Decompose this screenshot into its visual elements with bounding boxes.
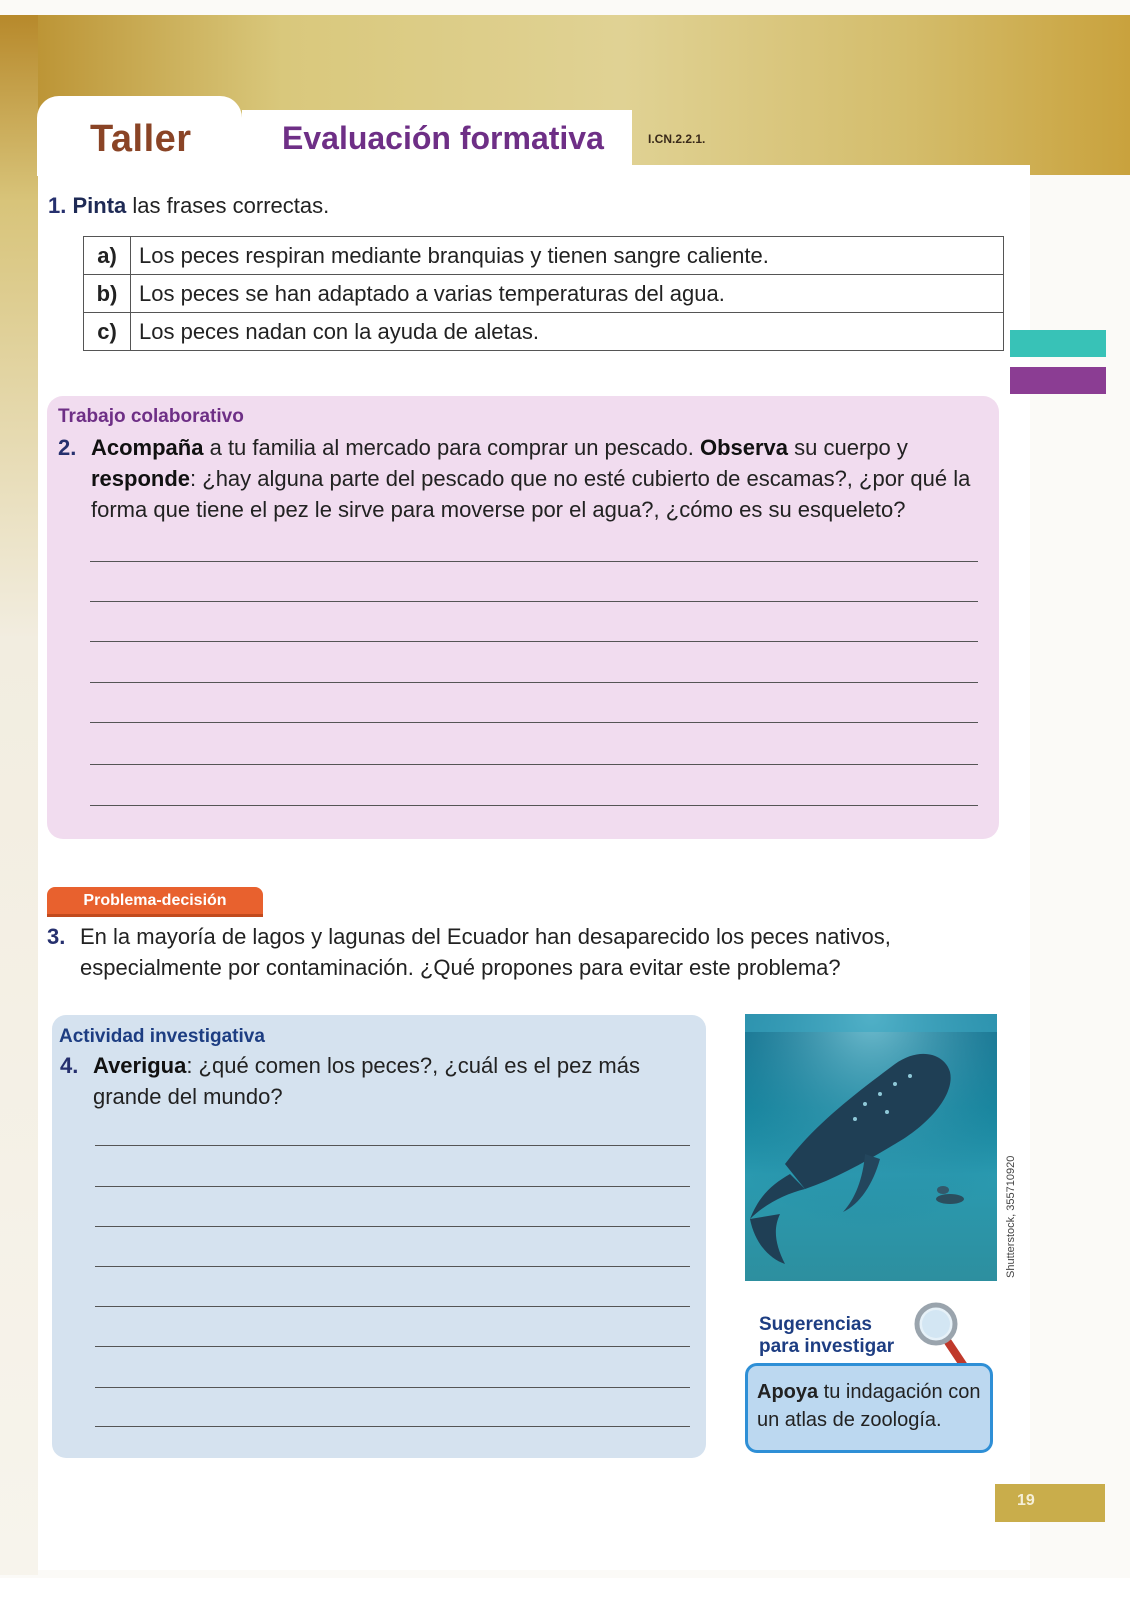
question-1 xyxy=(48,193,329,219)
question-4-verb: Averigua xyxy=(93,1053,187,1078)
side-tab-teal xyxy=(1010,330,1106,357)
question-2-verb-2: Observa xyxy=(699,435,789,460)
answer-line[interactable] xyxy=(90,805,978,806)
collaborative-label: Trabajo colaborativo xyxy=(58,406,244,427)
problem-decision-badge: Problema-decisión xyxy=(47,887,263,915)
question-3-number: 3. xyxy=(47,924,66,949)
question-2-text-1: a tu familia al mercado para comprar un pescado. xyxy=(203,435,700,460)
table-row[interactable] xyxy=(84,237,1004,275)
question-1-text: las frases correctas. xyxy=(126,193,330,218)
badge-underline xyxy=(47,914,263,917)
side-tab-purple xyxy=(1010,367,1106,394)
bottom-margin xyxy=(0,1578,1130,1600)
question-2-number: 2. xyxy=(58,435,77,460)
answer-line[interactable] xyxy=(95,1426,690,1427)
table-row[interactable] xyxy=(84,275,1004,313)
answer-line[interactable] xyxy=(90,682,978,683)
answer-line[interactable] xyxy=(95,1266,690,1267)
row-statement[interactable]: Los peces se han adaptado a varias temperaturas del agua. xyxy=(131,275,1004,313)
answer-line[interactable] xyxy=(90,722,978,723)
question-1-verb: Pinta xyxy=(72,193,127,218)
table-row[interactable] xyxy=(84,313,1004,351)
suggestions-verb: Apoya xyxy=(757,1381,819,1403)
row-statement[interactable]: Los peces respiran mediante branquias y tienen sangre caliente. xyxy=(131,237,1004,275)
suggestions-title-line-2: para investigar xyxy=(759,1336,895,1357)
question-4-text: : ¿qué comen los peces?, ¿cuál es el pez más grande del mundo? xyxy=(93,1053,640,1109)
answer-line[interactable] xyxy=(90,641,978,642)
photo-credit: Shutterstock, 355710920 xyxy=(1005,1155,1017,1278)
row-letter: b) xyxy=(84,275,131,313)
suggestions-title xyxy=(759,1314,894,1358)
answer-line[interactable] xyxy=(95,1186,690,1187)
question-1-number: 1. xyxy=(48,193,67,218)
page-number-box xyxy=(995,1484,1105,1522)
answer-line[interactable] xyxy=(95,1145,690,1146)
answer-line[interactable] xyxy=(95,1387,690,1388)
section-title-taller: Taller xyxy=(90,118,192,160)
answer-line[interactable] xyxy=(90,764,978,765)
page-title: Evaluación formativa xyxy=(282,120,604,156)
question-3-text: En la mayoría de lagos y lagunas del Ecuador han desaparecido los peces nativos, especialmente por contaminación. ¿Qué propones para evitar este problema? xyxy=(80,924,891,980)
question-3 xyxy=(47,921,980,983)
answer-line[interactable] xyxy=(90,601,978,602)
question-2-verb-1: Acompaña xyxy=(91,435,204,460)
investigative-label: Actividad investigativa xyxy=(59,1026,265,1047)
whale-shark-photo xyxy=(745,1014,997,1281)
statements-table xyxy=(83,236,1004,351)
curriculum-code: I.CN.2.2.1. xyxy=(648,132,706,146)
answer-line[interactable] xyxy=(95,1346,690,1347)
answer-line[interactable] xyxy=(95,1306,690,1307)
question-4-number: 4. xyxy=(60,1053,79,1078)
row-letter: c) xyxy=(84,313,131,351)
page-number: 19 xyxy=(1017,1492,1035,1509)
suggestions-rest: tu indagación con un atlas de zoología. xyxy=(757,1381,981,1431)
row-statement[interactable]: Los peces nadan con la ayuda de aletas. xyxy=(131,313,1004,351)
answer-line[interactable] xyxy=(95,1226,690,1227)
whale-shark-illustration xyxy=(745,1014,997,1281)
question-2 xyxy=(58,432,986,525)
answer-line[interactable] xyxy=(90,561,978,562)
magnifier-icon xyxy=(912,1300,972,1372)
row-letter: a) xyxy=(84,237,131,275)
left-margin-band xyxy=(0,15,38,1575)
suggestions-title-line-1: Sugerencias xyxy=(759,1314,872,1335)
question-2-verb-3: responde xyxy=(91,466,191,491)
suggestions-text xyxy=(757,1378,992,1434)
question-4 xyxy=(60,1050,668,1112)
question-2-text-3: : ¿hay alguna parte del pescado que no esté cubierto de escamas?, ¿por qué la forma que tiene el pez le sirve para moverse por el agua?, ¿cómo es su esqueleto? xyxy=(91,466,971,522)
question-2-text-2: su cuerpo y xyxy=(788,435,908,460)
